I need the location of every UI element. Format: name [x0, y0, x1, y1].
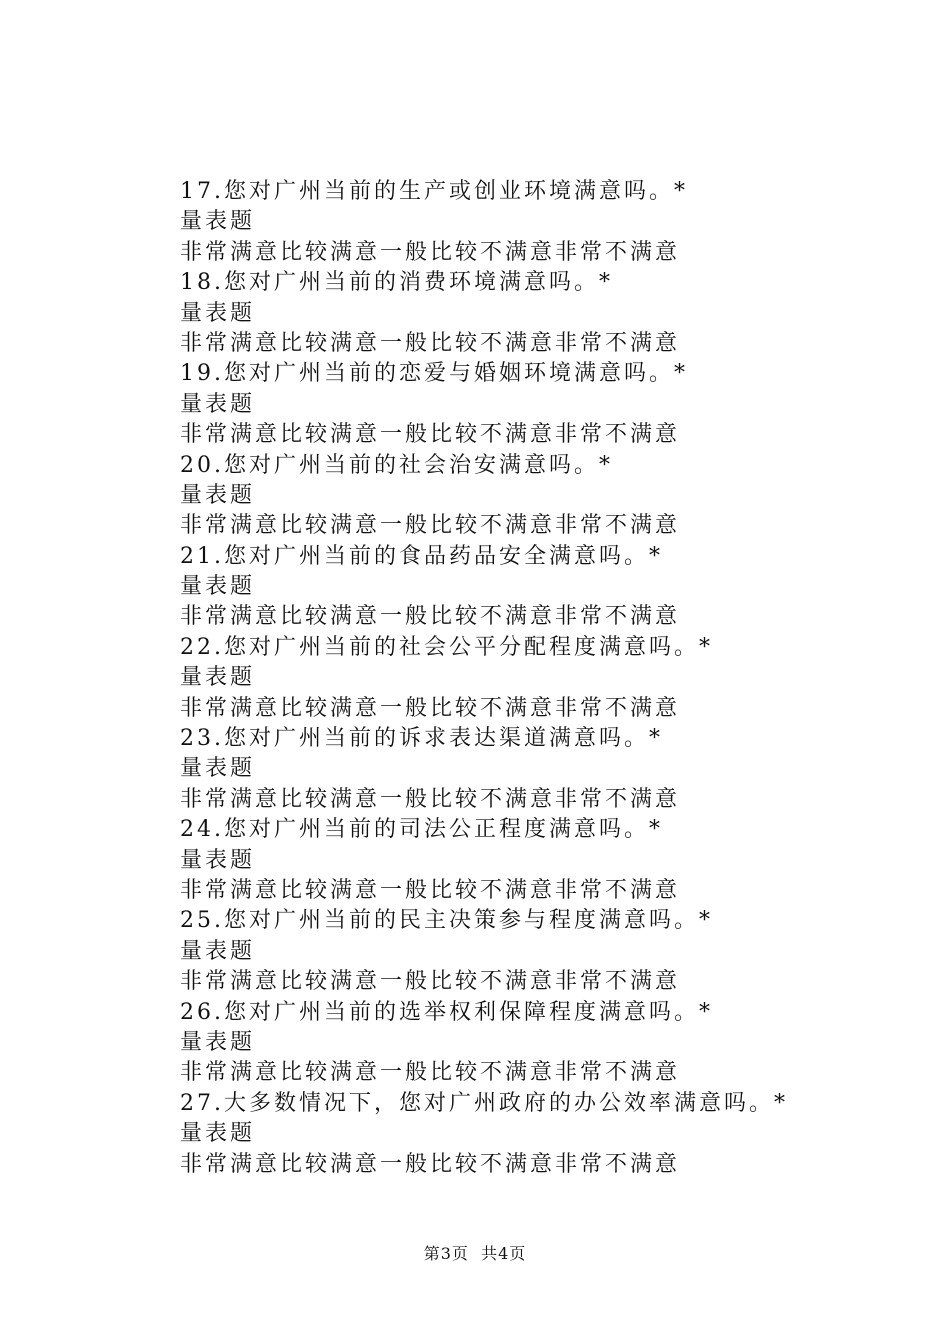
question-type: 量表题	[180, 1029, 256, 1055]
question-type: 量表题	[180, 300, 256, 326]
question-title: 23.您对广州当前的诉求表达渠道满意吗。*	[180, 726, 663, 752]
question-type: 量表题	[180, 482, 256, 508]
question-options: 非常满意比较满意一般比较不满意非常不满意	[180, 239, 681, 265]
question-options: 非常满意比较满意一般比较不满意非常不满意	[180, 969, 681, 995]
question-title: 18.您对广州当前的消费环境满意吗。*	[180, 270, 613, 296]
question-type: 量表题	[180, 391, 256, 417]
question-title: 25.您对广州当前的民主决策参与程度满意吗。*	[180, 908, 713, 934]
question-22	[180, 633, 880, 724]
question-type: 量表题	[180, 209, 256, 235]
question-type: 量表题	[180, 756, 256, 782]
question-25	[180, 906, 880, 997]
question-27	[180, 1089, 880, 1180]
question-options: 非常满意比较满意一般比较不满意非常不满意	[180, 1060, 681, 1086]
question-24	[180, 815, 880, 906]
page-footer: 第3页 共4页	[423, 1244, 527, 1263]
question-20	[180, 451, 880, 542]
question-26	[180, 998, 880, 1089]
question-options: 非常满意比较满意一般比较不满意非常不满意	[180, 695, 681, 721]
question-options: 非常满意比较满意一般比较不满意非常不满意	[180, 1151, 681, 1177]
question-title: 19.您对广州当前的恋爱与婚姻环境满意吗。*	[180, 361, 688, 387]
question-type: 量表题	[180, 665, 256, 691]
question-title: 20.您对广州当前的社会治安满意吗。*	[180, 452, 613, 478]
question-17	[180, 177, 880, 268]
question-options: 非常满意比较满意一般比较不满意非常不满意	[180, 513, 681, 539]
question-type: 量表题	[180, 847, 256, 873]
question-23	[180, 724, 880, 815]
questionnaire-content	[180, 177, 880, 1180]
question-options: 非常满意比较满意一般比较不满意非常不满意	[180, 786, 681, 812]
question-title: 21.您对广州当前的食品药品安全满意吗。*	[180, 543, 663, 569]
question-title: 24.您对广州当前的司法公正程度满意吗。*	[180, 817, 663, 843]
question-type: 量表题	[180, 1121, 256, 1147]
question-type: 量表题	[180, 938, 256, 964]
question-19	[180, 359, 880, 450]
question-title: 22.您对广州当前的社会公平分配程度满意吗。*	[180, 634, 713, 660]
question-options: 非常满意比较满意一般比较不满意非常不满意	[180, 604, 681, 630]
question-18	[180, 268, 880, 359]
question-title: 17.您对广州当前的生产或创业环境满意吗。*	[180, 179, 688, 204]
question-21	[180, 542, 880, 633]
question-options: 非常满意比较满意一般比较不满意非常不满意	[180, 330, 681, 356]
question-options: 非常满意比较满意一般比较不满意非常不满意	[180, 877, 681, 903]
question-options: 非常满意比较满意一般比较不满意非常不满意	[180, 422, 681, 448]
question-title: 27.大多数情况下，您对广州政府的办公效率满意吗。*	[180, 1090, 788, 1116]
question-type: 量表题	[180, 574, 256, 600]
question-title: 26.您对广州当前的选举权利保障程度满意吗。*	[180, 999, 713, 1025]
